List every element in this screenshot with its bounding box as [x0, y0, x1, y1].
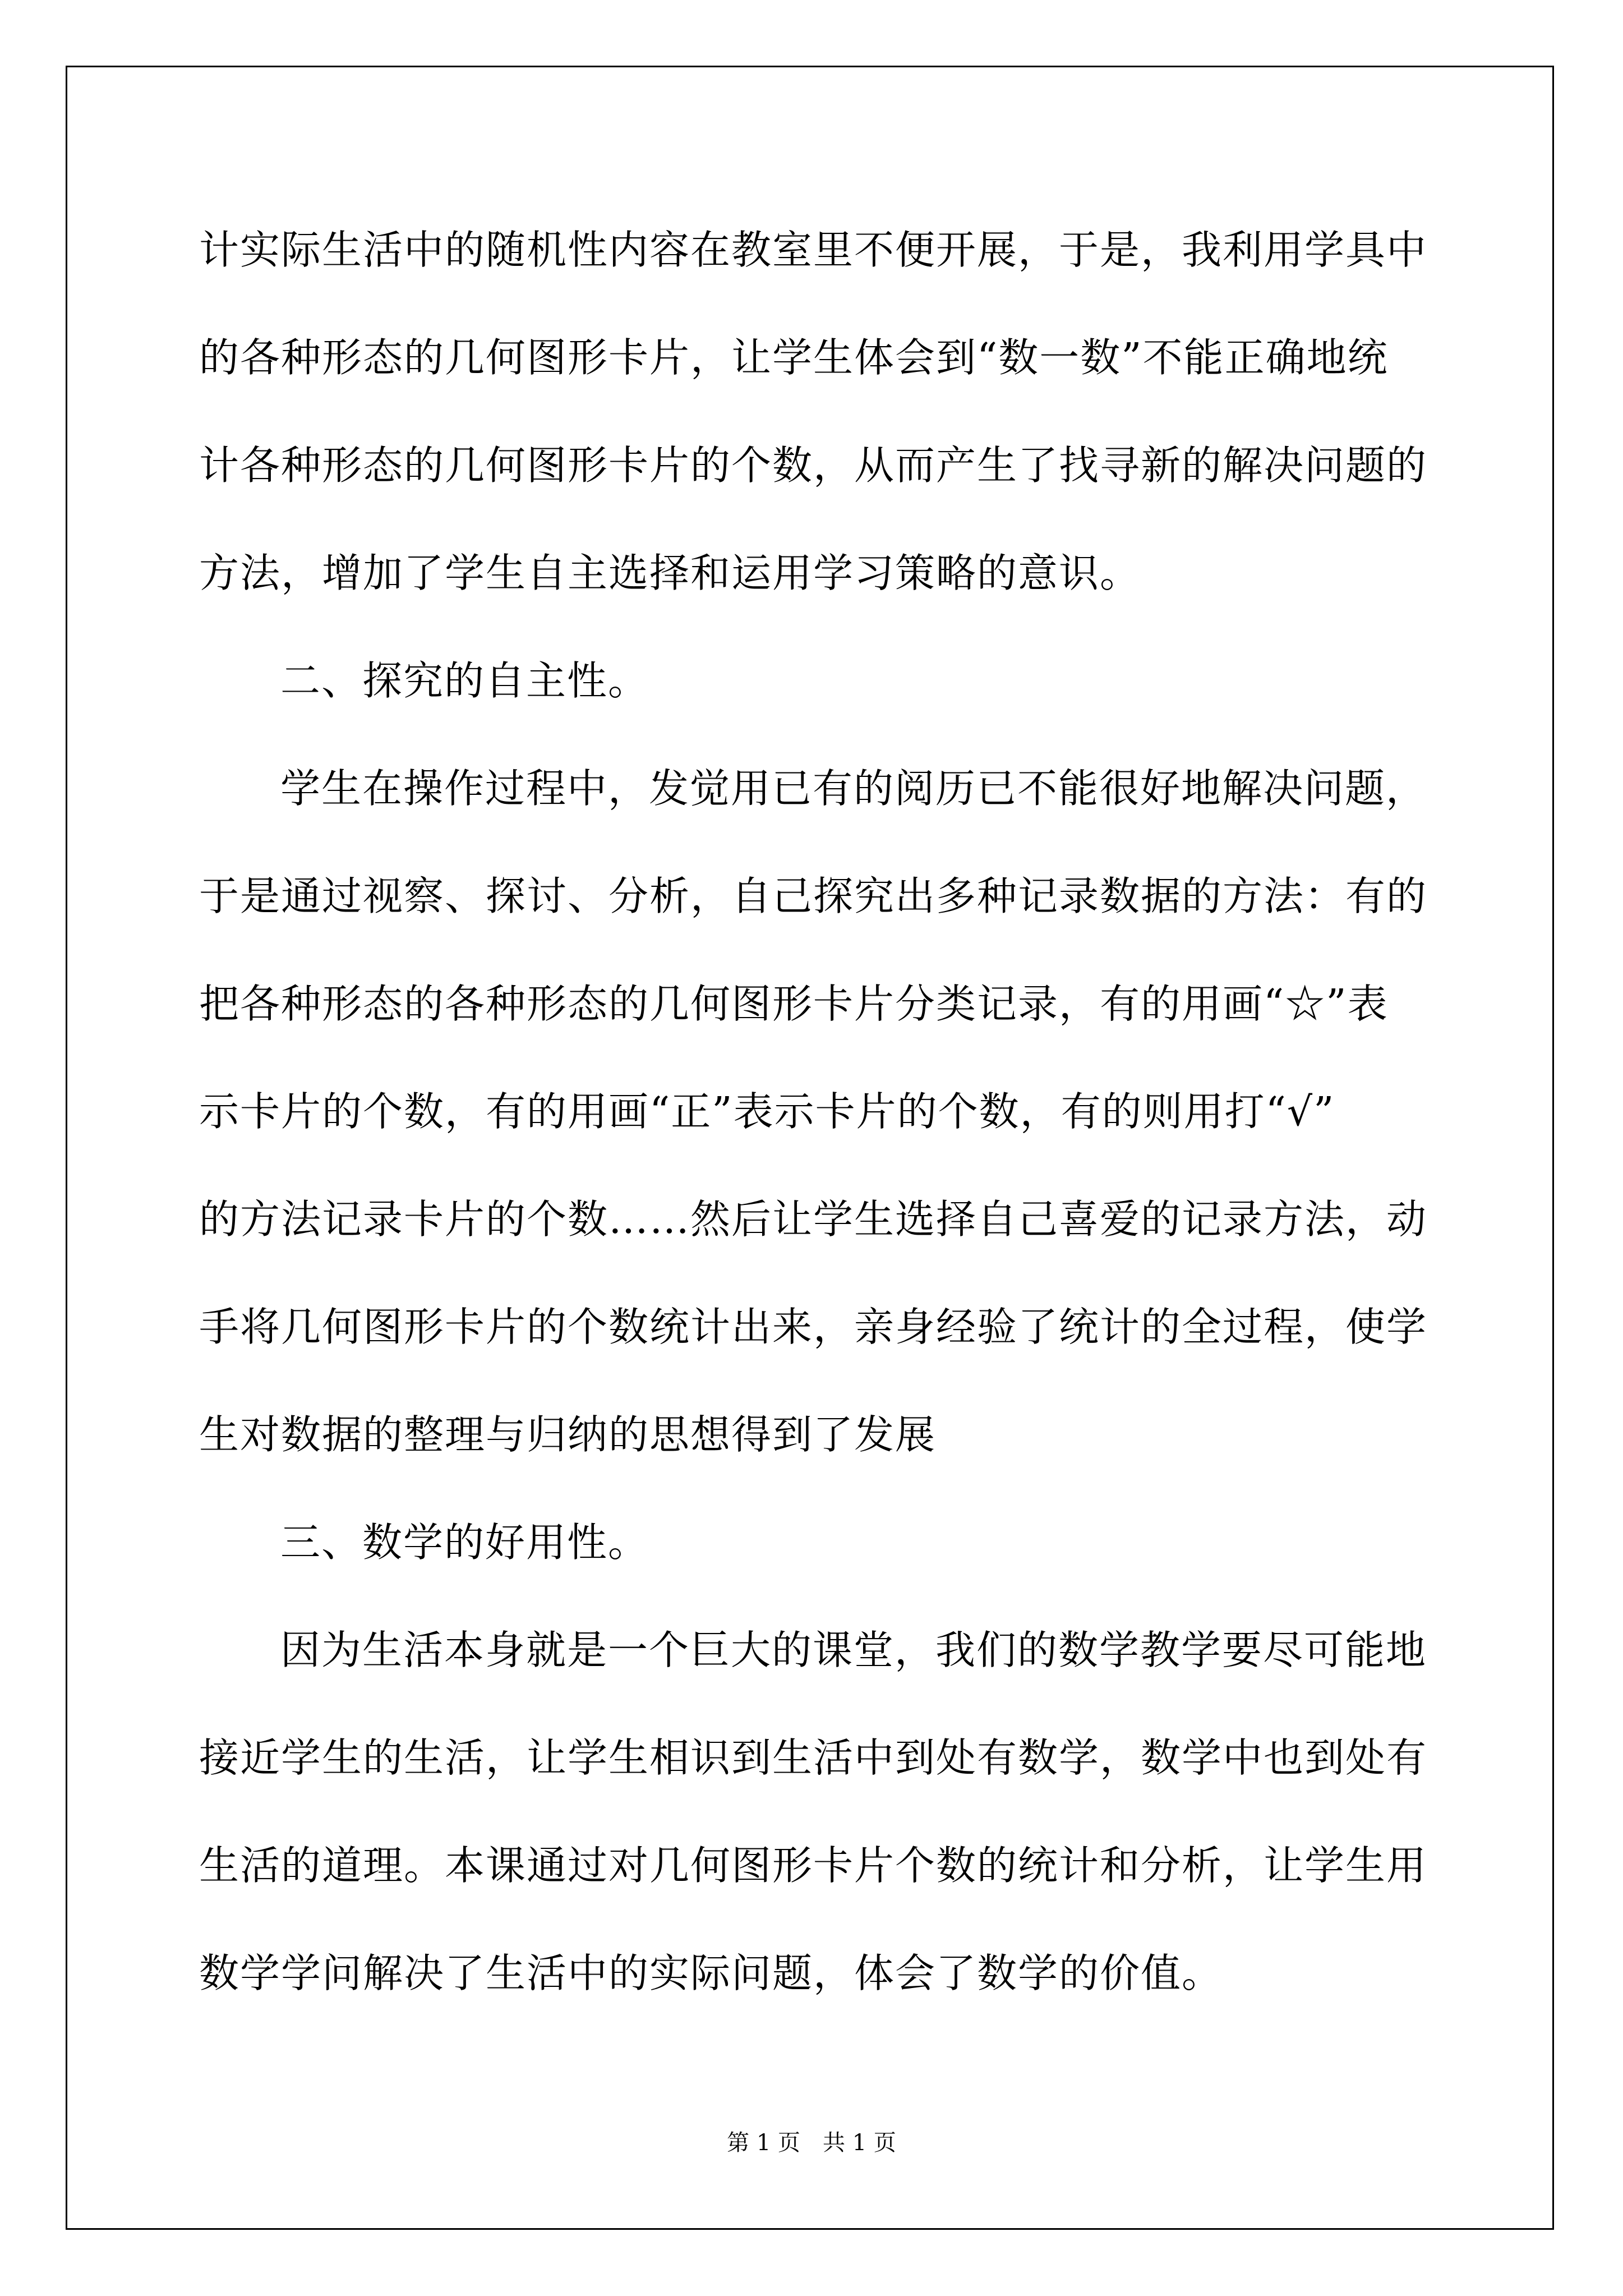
paragraph-2-line-4: 示卡片的个数，有的用画“正”表示卡片的个数，有的则用打“√” — [199, 1088, 1335, 1135]
paragraph-2-line-2: 于是通过视察、探讨、分析，自己探究出多种记录数据的方法：有的 — [199, 873, 1428, 919]
paragraph-1-line-3: 计各种形态的几何图形卡片的个数，从而产生了找寻新的解决问题的 — [199, 442, 1428, 489]
paragraph-2-line-1: 学生在操作过程中，发觉用已有的阅历已不能很好地解决问题， — [280, 765, 1427, 812]
paragraph-2-line-5: 的方法记录卡片的个数……然后让学生选择自己喜爱的记录方法，动 — [199, 1196, 1428, 1243]
paragraph-1-line-4: 方法，增加了学生自主选择和运用学习策略的意识。 — [199, 550, 1141, 596]
section-heading-2: 二、探究的自主性。 — [280, 657, 649, 704]
paragraph-3-line-4: 数学学问解决了生活中的实际问题，体会了数学的价值。 — [199, 1950, 1223, 1996]
paragraph-3-line-2: 接近学生的生活，让学生相识到生活中到处有数学，数学中也到处有 — [199, 1734, 1428, 1781]
paragraph-1-line-1: 计实际生活中的随机性内容在教室里不便开展，于是，我利用学具中 — [199, 227, 1428, 273]
paragraph-3-line-3: 生活的道理。本课通过对几何图形卡片个数的统计和分析，让学生用 — [199, 1842, 1428, 1889]
paragraph-2-line-7: 生对数据的整理与归纳的思想得到了发展 — [199, 1411, 937, 1458]
page-number-footer: 第 1 页 共 1 页 — [727, 2130, 896, 2156]
paragraph-2-line-6: 手将几何图形卡片的个数统计出来，亲身经验了统计的全过程，使学 — [199, 1304, 1428, 1350]
section-heading-3: 三、数学的好用性。 — [280, 1519, 649, 1566]
paragraph-2-line-3: 把各种形态的各种形态的几何图形卡片分类记录，有的用画“☆”表 — [199, 981, 1389, 1027]
page-border — [66, 66, 1554, 2230]
paragraph-3-line-1: 因为生活本身就是一个巨大的课堂，我们的数学教学要尽可能地 — [280, 1627, 1427, 1673]
paragraph-1-line-2: 的各种形态的几何图形卡片，让学生体会到“数一数”不能正确地统 — [199, 334, 1389, 381]
